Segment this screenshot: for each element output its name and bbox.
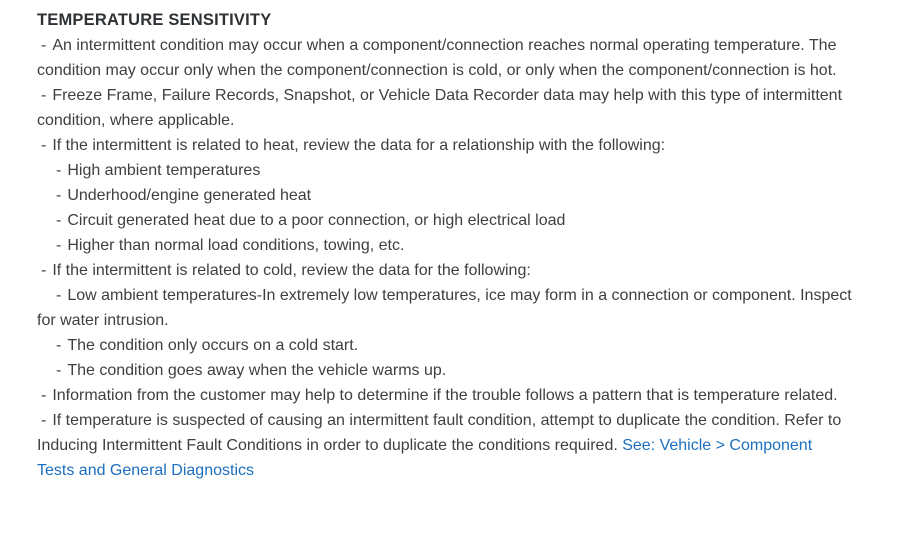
section-title: TEMPERATURE SENSITIVITY — [37, 11, 272, 29]
bullet-item — [37, 408, 852, 483]
bullet-subitem: - The condition goes away when the vehicle warms up. — [37, 358, 852, 383]
document-section — [37, 0, 852, 483]
bullet-item: - Freeze Frame, Failure Records, Snapshot, or Vehicle Data Recorder data may help with this type of intermittent condition, where applicable. — [37, 83, 852, 133]
bullet-subitem: - Higher than normal load conditions, towing, etc. — [37, 233, 852, 258]
bullet-subitem: - High ambient temperatures — [37, 158, 852, 183]
bullet-item: - An intermittent condition may occur when a component/connection reaches normal operating temperature. The condition may occur only when the component/connection is cold, or only when the component/connection is hot. — [37, 33, 852, 83]
see-vehicle-component-tests-link[interactable]: See: Vehicle > Component Tests and General Diagnostics — [37, 437, 813, 479]
bullet-item: - If the intermittent is related to cold, review the data for the following: — [37, 258, 852, 283]
bullet-subitem: - The condition only occurs on a cold start. — [37, 333, 852, 358]
bullet-item-text: If temperature is suspected of causing an intermittent fault condition, attempt to duplicate the condition. Refer to Inducing Intermittent Fault Conditions in order to duplicate the conditions required. — [37, 412, 842, 454]
bullet-item: - Information from the customer may help to determine if the trouble follows a pattern that is temperature related. — [37, 383, 852, 408]
bullet-subitem: - Underhood/engine generated heat — [37, 183, 852, 208]
bullet-subitem: - Circuit generated heat due to a poor connection, or high electrical load — [37, 208, 852, 233]
bullet-item: - If the intermittent is related to heat, review the data for a relationship with the following: — [37, 133, 852, 158]
bullet-subitem: - Low ambient temperatures-In extremely low temperatures, ice may form in a connection or component. Inspect for water intrusion. — [37, 283, 852, 333]
